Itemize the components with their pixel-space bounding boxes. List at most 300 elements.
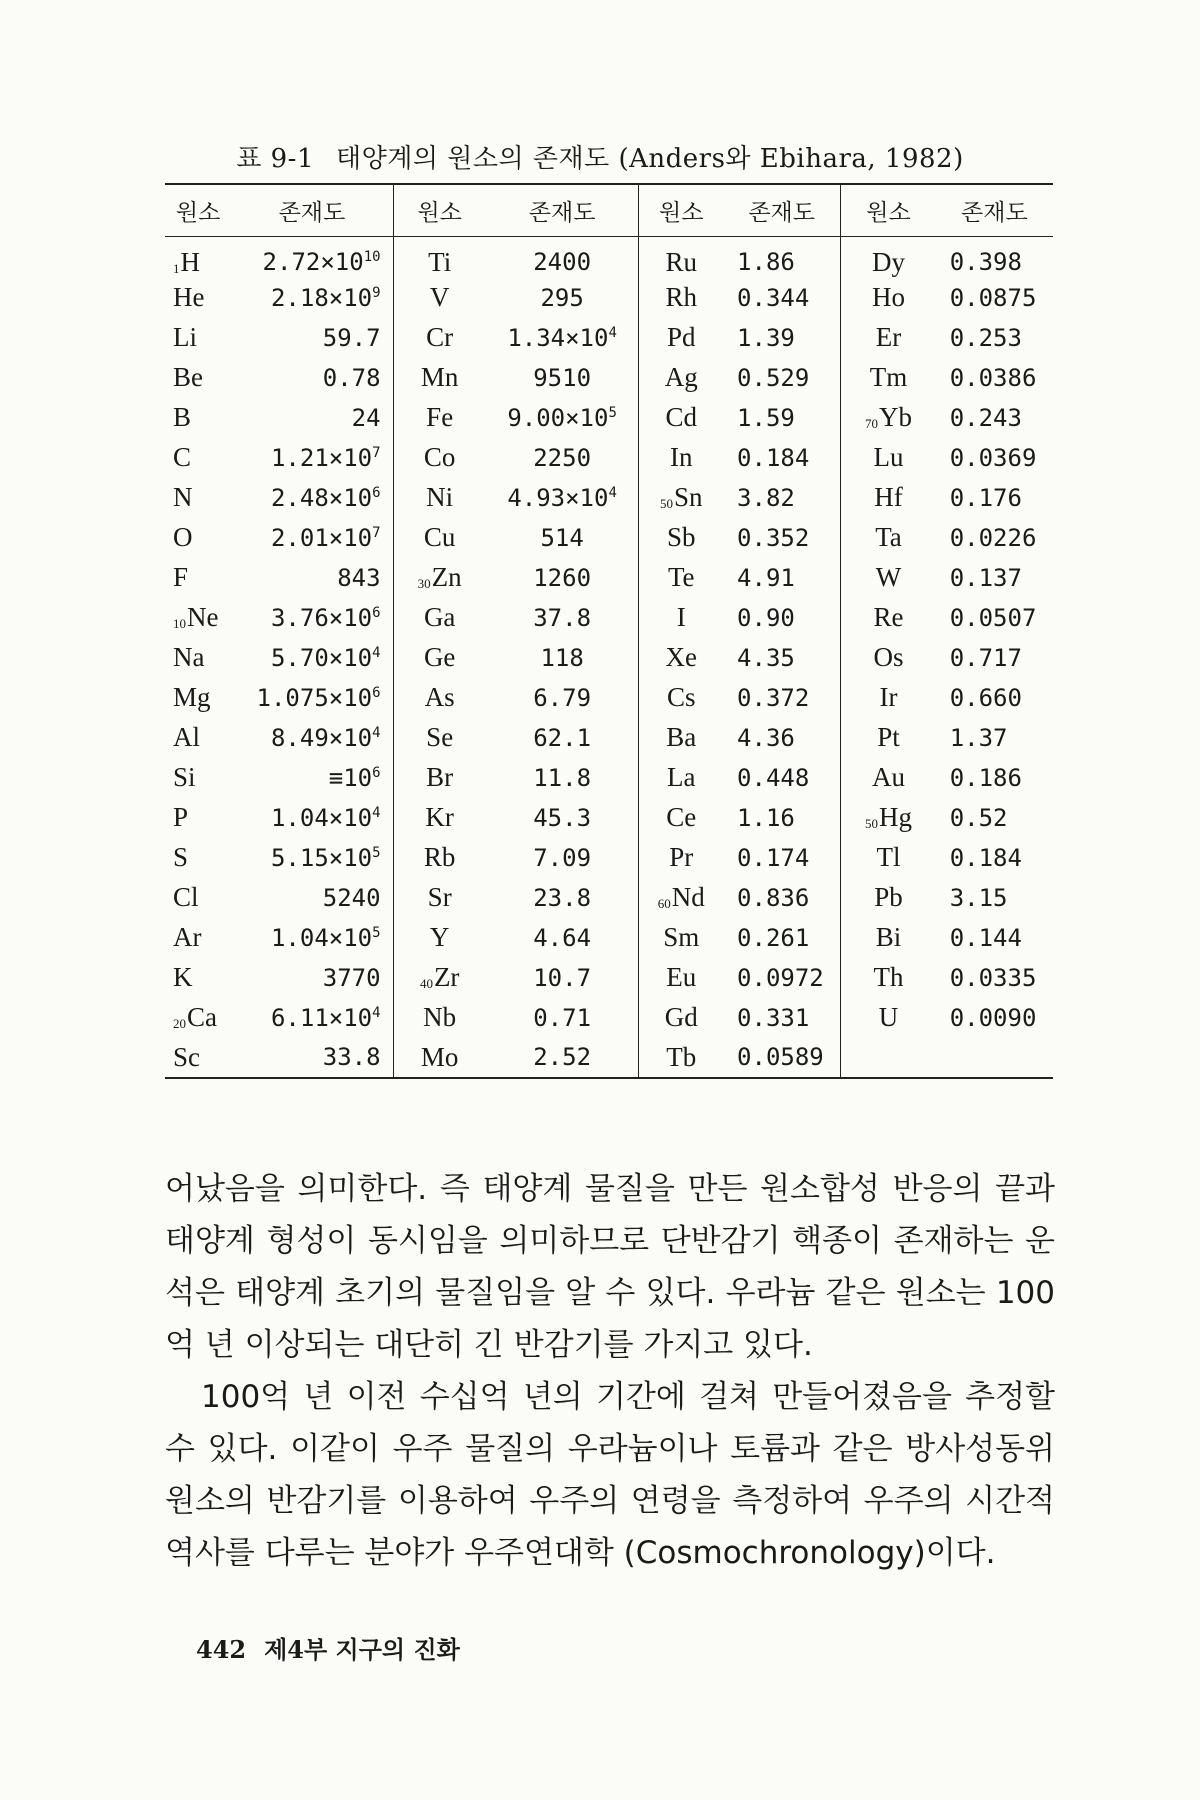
element-symbol-text: K xyxy=(173,962,193,992)
atomic-number: 60 xyxy=(657,896,671,911)
abundance-value xyxy=(723,278,841,318)
abundance-mantissa: 6.11×10 xyxy=(270,1003,373,1032)
element-symbol xyxy=(841,678,936,718)
abundance-mantissa: 33.8 xyxy=(322,1043,381,1071)
element-symbol xyxy=(165,798,231,838)
element-symbol xyxy=(639,918,723,958)
abundance-mantissa: 0.184 xyxy=(737,443,810,472)
element-symbol-text: Na xyxy=(173,642,205,672)
element-symbol-text: O xyxy=(173,522,193,552)
table-number: 표 9-1 xyxy=(236,144,314,174)
element-symbol xyxy=(393,278,486,318)
element-symbol xyxy=(393,398,486,438)
abundance-value xyxy=(486,918,639,958)
abundance-exponent: 4 xyxy=(608,484,617,501)
abundance-value xyxy=(231,678,393,718)
element-symbol xyxy=(841,638,936,678)
element-symbol-text: Tl xyxy=(876,842,901,872)
abundance-value xyxy=(723,598,841,638)
abundance-value xyxy=(231,598,393,638)
abundance-value xyxy=(486,638,639,678)
element-symbol-text: La xyxy=(667,762,696,792)
element-symbol-text: Au xyxy=(872,762,905,792)
element-symbol xyxy=(165,678,231,718)
element-symbol-text: Hf xyxy=(874,482,903,512)
element-symbol xyxy=(393,678,486,718)
element-symbol-text: Cd xyxy=(665,402,697,432)
abundance-value xyxy=(231,798,393,838)
element-symbol xyxy=(841,598,936,638)
element-symbol-text: V xyxy=(429,282,450,312)
abundance-exponent: 4 xyxy=(372,804,381,821)
element-symbol-text: Sr xyxy=(427,882,452,912)
abundance-value xyxy=(936,398,1053,438)
element-symbol-text: Pr xyxy=(669,842,694,872)
abundance-mantissa: 0.0386 xyxy=(949,363,1037,392)
element-symbol xyxy=(639,678,723,718)
abundance-exponent: 5 xyxy=(372,924,381,941)
abundance-mantissa: 4.93×10 xyxy=(507,483,609,512)
element-symbol-text: Ho xyxy=(872,282,905,312)
abundance-mantissa: 11.8 xyxy=(533,763,592,792)
element-symbol-text: Mg xyxy=(173,682,211,712)
element-symbol-text: Ca xyxy=(187,1002,217,1032)
abundance-value xyxy=(936,798,1053,838)
abundance-value xyxy=(486,678,639,718)
element-symbol xyxy=(639,438,723,478)
abundance-value xyxy=(486,838,639,878)
abundance-table xyxy=(165,183,1053,1079)
abundance-mantissa: 0.174 xyxy=(737,843,810,872)
abundance-mantissa: 0.52 xyxy=(949,803,1008,832)
abundance-value xyxy=(936,558,1053,598)
header-element: 원소 xyxy=(659,199,704,226)
abundance-mantissa: 2.01×10 xyxy=(270,523,373,552)
abundance-mantissa: 62.1 xyxy=(533,723,592,752)
abundance-exponent: 9 xyxy=(372,284,381,301)
abundance-mantissa: 0.184 xyxy=(949,843,1022,872)
element-symbol-text: Nd xyxy=(671,882,705,912)
element-symbol-text: Rb xyxy=(423,842,456,872)
abundance-mantissa: 1260 xyxy=(533,563,592,592)
table-row xyxy=(165,558,1053,598)
element-symbol xyxy=(393,838,486,878)
abundance-mantissa: 0.71 xyxy=(533,1003,592,1032)
abundance-value xyxy=(486,478,639,518)
atomic-number: 50 xyxy=(659,496,673,511)
abundance-value xyxy=(486,558,639,598)
table-row xyxy=(165,998,1053,1038)
element-symbol-text: Er xyxy=(875,322,902,352)
abundance-mantissa: 0.352 xyxy=(737,523,810,552)
abundance-mantissa: 37.8 xyxy=(533,603,592,632)
table-row xyxy=(165,678,1053,718)
element-symbol-text: Ir xyxy=(879,682,898,712)
element-symbol xyxy=(639,478,723,518)
atomic-number: 70 xyxy=(865,416,878,431)
abundance-value xyxy=(486,718,639,758)
element-symbol-text: Ga xyxy=(423,602,456,632)
table-row xyxy=(165,598,1053,638)
abundance-mantissa: 0.0507 xyxy=(949,603,1037,632)
element-symbol xyxy=(639,1038,723,1078)
abundance-value xyxy=(936,518,1053,558)
element-symbol xyxy=(393,638,486,678)
abundance-mantissa: 1.59 xyxy=(737,403,795,432)
element-symbol xyxy=(639,798,723,838)
element-symbol xyxy=(393,318,486,358)
abundance-exponent: 7 xyxy=(372,524,381,541)
abundance-mantissa: 0.176 xyxy=(949,483,1022,512)
abundance-mantissa: 0.243 xyxy=(949,403,1022,432)
element-symbol-text: Sn xyxy=(673,482,703,512)
table-row xyxy=(165,918,1053,958)
element-symbol xyxy=(165,278,231,318)
table-row xyxy=(165,358,1053,398)
element-symbol xyxy=(393,878,486,918)
abundance-mantissa: 843 xyxy=(337,563,381,592)
element-symbol-text: Gd xyxy=(664,1002,698,1032)
element-symbol xyxy=(393,236,486,278)
table-row xyxy=(165,798,1053,838)
abundance-value xyxy=(723,1038,841,1078)
abundance-mantissa: 23.8 xyxy=(533,883,592,912)
abundance-mantissa: 0.0226 xyxy=(949,523,1037,552)
abundance-exponent: 6 xyxy=(372,484,381,501)
element-symbol-text: Ge xyxy=(423,642,456,672)
element-symbol-text: N xyxy=(173,482,193,512)
element-symbol xyxy=(841,558,936,598)
abundance-exponent: 7 xyxy=(372,444,381,461)
abundance-mantissa: 2400 xyxy=(533,248,592,276)
element-symbol xyxy=(165,558,231,598)
element-symbol xyxy=(841,278,936,318)
abundance-value xyxy=(231,278,393,318)
abundance-mantissa: 0.0875 xyxy=(949,283,1037,312)
abundance-value xyxy=(723,558,841,598)
abundance-value xyxy=(723,638,841,678)
element-symbol-text: Yb xyxy=(879,402,912,432)
abundance-mantissa: 4.91 xyxy=(737,563,795,592)
header-element: 원소 xyxy=(866,199,911,226)
abundance-value xyxy=(936,958,1053,998)
abundance-value xyxy=(936,998,1053,1038)
abundance-mantissa: 2.48×10 xyxy=(270,483,373,512)
element-symbol xyxy=(165,438,231,478)
abundance-value xyxy=(936,878,1053,918)
abundance-value xyxy=(231,998,393,1038)
element-symbol xyxy=(165,998,231,1038)
abundance-value xyxy=(486,358,639,398)
abundance-value xyxy=(231,518,393,558)
element-symbol-text: Be xyxy=(173,362,203,392)
element-symbol xyxy=(165,598,231,638)
element-symbol xyxy=(393,958,486,998)
element-symbol-text: Mo xyxy=(420,1041,459,1072)
element-symbol xyxy=(165,838,231,878)
abundance-mantissa: 45.3 xyxy=(533,803,592,832)
element-symbol xyxy=(639,358,723,398)
element-symbol xyxy=(639,278,723,318)
abundance-value xyxy=(486,998,639,1038)
element-symbol-text: Ni xyxy=(426,482,454,512)
abundance-exponent: 4 xyxy=(372,1004,381,1021)
atomic-number: 10 xyxy=(173,616,186,631)
element-symbol xyxy=(841,798,936,838)
abundance-mantissa: 0.398 xyxy=(949,248,1022,276)
element-symbol-text: Sb xyxy=(666,522,696,552)
abundance-mantissa: 24 xyxy=(351,403,381,432)
abundance-value xyxy=(486,278,639,318)
element-symbol-text: Sm xyxy=(663,922,700,952)
abundance-exponent: 5 xyxy=(608,404,617,421)
element-symbol xyxy=(639,638,723,678)
element-symbol-text: Te xyxy=(667,562,695,592)
element-symbol xyxy=(165,358,231,398)
abundance-value xyxy=(936,478,1053,518)
element-symbol xyxy=(639,958,723,998)
table-row xyxy=(165,278,1053,318)
abundance-exponent: 6 xyxy=(372,604,381,621)
table-row xyxy=(165,638,1053,678)
element-symbol-text: Sc xyxy=(173,1041,200,1072)
table-row xyxy=(165,878,1053,918)
element-symbol-text: I xyxy=(676,602,686,632)
element-symbol-text: H xyxy=(180,246,200,277)
abundance-mantissa: 59.7 xyxy=(322,323,381,352)
element-symbol xyxy=(165,758,231,798)
abundance-mantissa: 9.00×10 xyxy=(507,403,609,432)
abundance-value xyxy=(936,598,1053,638)
element-symbol-text: Kr xyxy=(425,802,454,832)
abundance-mantissa: 5240 xyxy=(322,883,381,912)
abundance-value xyxy=(486,1038,639,1078)
element-symbol xyxy=(165,918,231,958)
element-symbol xyxy=(841,318,936,358)
header-abundance: 존재도 xyxy=(231,184,393,236)
element-symbol-text: Y xyxy=(429,922,450,952)
abundance-value xyxy=(936,1038,1053,1078)
abundance-mantissa: 10.7 xyxy=(533,963,592,992)
abundance-exponent: 6 xyxy=(372,684,381,701)
abundance-mantissa: 0.448 xyxy=(737,763,810,792)
abundance-value xyxy=(723,398,841,438)
abundance-value xyxy=(486,878,639,918)
header-abundance: 존재도 xyxy=(961,199,1028,226)
element-symbol xyxy=(393,1038,486,1078)
element-symbol-text: Tm xyxy=(869,362,908,392)
abundance-mantissa: 1.39 xyxy=(737,323,795,352)
element-symbol-text: Rh xyxy=(665,282,697,312)
abundance-mantissa: 0.331 xyxy=(737,1003,810,1032)
element-symbol xyxy=(841,518,936,558)
abundance-value xyxy=(231,958,393,998)
element-symbol-text: Xe xyxy=(665,642,697,672)
element-symbol-text: W xyxy=(875,562,902,592)
abundance-value xyxy=(723,718,841,758)
element-symbol-text: Dy xyxy=(872,246,905,277)
element-symbol-text: Hg xyxy=(879,802,912,832)
element-symbol-text: Bi xyxy=(875,922,902,952)
abundance-value xyxy=(723,236,841,278)
table-row xyxy=(165,518,1053,558)
abundance-mantissa: 6.79 xyxy=(533,683,592,712)
abundance-exponent: 4 xyxy=(608,324,617,341)
element-symbol-text: Li xyxy=(173,322,197,352)
abundance-value xyxy=(936,318,1053,358)
abundance-value xyxy=(486,438,639,478)
element-symbol-text: Os xyxy=(873,642,904,672)
element-symbol-text: Th xyxy=(873,962,904,992)
abundance-mantissa: 0.836 xyxy=(737,883,810,912)
element-symbol xyxy=(639,758,723,798)
abundance-value xyxy=(486,798,639,838)
abundance-value xyxy=(231,718,393,758)
element-symbol-text: B xyxy=(173,402,192,432)
atomic-number: 30 xyxy=(417,576,431,591)
abundance-value xyxy=(936,358,1053,398)
abundance-value xyxy=(936,236,1053,278)
abundance-mantissa: 0.78 xyxy=(322,363,381,392)
element-symbol-text: C xyxy=(173,442,192,472)
element-symbol-text: Al xyxy=(173,722,200,752)
table-title: 태양계의 원소의 존재도 (Anders와 Ebihara, 1982) xyxy=(335,144,964,174)
element-symbol xyxy=(393,478,486,518)
abundance-mantissa: 0.717 xyxy=(949,643,1022,672)
abundance-value xyxy=(486,518,639,558)
element-symbol xyxy=(639,558,723,598)
element-symbol xyxy=(841,398,936,438)
abundance-exponent: 4 xyxy=(372,644,381,661)
header-element: 원소 xyxy=(175,199,221,226)
section-title: 제4부 지구의 진화 xyxy=(264,1635,460,1664)
element-symbol xyxy=(639,998,723,1038)
element-symbol xyxy=(165,638,231,678)
abundance-exponent: 5 xyxy=(372,844,381,861)
abundance-value xyxy=(231,358,393,398)
element-symbol xyxy=(165,718,231,758)
element-symbol-text: Ce xyxy=(666,802,697,832)
abundance-value xyxy=(231,838,393,878)
abundance-mantissa: 0.660 xyxy=(949,683,1022,712)
abundance-value xyxy=(936,638,1053,678)
element-symbol-text: Se xyxy=(426,722,454,752)
element-symbol xyxy=(841,438,936,478)
abundance-exponent: 10 xyxy=(363,249,381,265)
element-symbol-text: U xyxy=(878,1002,899,1032)
element-symbol-text: Lu xyxy=(873,442,904,472)
element-symbol-text: As xyxy=(424,682,455,712)
element-symbol xyxy=(639,598,723,638)
abundance-mantissa: 2.18×10 xyxy=(270,283,373,312)
table-header-row xyxy=(165,184,1053,236)
abundance-value xyxy=(486,318,639,358)
abundance-value xyxy=(723,798,841,838)
element-symbol-text: Nb xyxy=(423,1002,457,1032)
abundance-value xyxy=(486,758,639,798)
atomic-number: 20 xyxy=(173,1016,186,1031)
element-symbol-text: Eu xyxy=(666,962,697,992)
header-element: 원소 xyxy=(417,199,462,226)
abundance-exponent: 6 xyxy=(372,764,381,781)
element-symbol-text: Pd xyxy=(666,322,696,352)
element-symbol xyxy=(841,358,936,398)
element-symbol xyxy=(841,1038,936,1078)
abundance-mantissa: 2250 xyxy=(533,443,592,472)
abundance-mantissa: 2.72×10 xyxy=(262,248,364,276)
abundance-mantissa: 1.04×10 xyxy=(270,803,373,832)
abundance-value xyxy=(486,398,639,438)
body-paragraph-2: 100억 년 이전 수십억 년의 기간에 걸쳐 만들어졌음을 추정할 수 있다. 이같이 우주 물질의 우라늄이나 토륨과 같은 방사성동위원소의 반감기를 이용하여 우주의 연령을 측정하여 우주의 시간적 역사를 다루는 분야가 우주연대학 (Cosmochronology)이다. xyxy=(165,1379,1055,1571)
element-symbol xyxy=(393,758,486,798)
element-symbol-text: Ru xyxy=(665,246,697,277)
abundance-value xyxy=(231,758,393,798)
table-caption xyxy=(0,138,1200,175)
element-symbol xyxy=(639,398,723,438)
abundance-mantissa: 3.76×10 xyxy=(270,603,373,632)
element-symbol-text: Re xyxy=(873,602,904,632)
abundance-mantissa: 0.372 xyxy=(737,683,810,712)
element-symbol-text: F xyxy=(173,562,189,592)
element-symbol-text: In xyxy=(669,442,693,472)
abundance-value xyxy=(936,758,1053,798)
element-symbol xyxy=(393,998,486,1038)
table-row xyxy=(165,438,1053,478)
abundance-value xyxy=(231,918,393,958)
element-symbol xyxy=(639,518,723,558)
element-symbol xyxy=(639,318,723,358)
abundance-value xyxy=(936,438,1053,478)
table-row xyxy=(165,838,1053,878)
abundance-mantissa: 4.35 xyxy=(737,643,795,672)
abundance-value xyxy=(723,678,841,718)
page-footer xyxy=(196,1630,478,1665)
abundance-mantissa: 295 xyxy=(540,283,584,312)
element-symbol xyxy=(841,758,936,798)
abundance-mantissa: 7.09 xyxy=(533,843,592,872)
element-symbol xyxy=(841,918,936,958)
element-symbol xyxy=(841,878,936,918)
abundance-value xyxy=(723,438,841,478)
element-symbol xyxy=(393,718,486,758)
abundance-value xyxy=(231,318,393,358)
abundance-value xyxy=(231,438,393,478)
table-row xyxy=(165,958,1053,998)
abundance-value xyxy=(723,758,841,798)
abundance-value xyxy=(723,318,841,358)
element-symbol-text: Mn xyxy=(420,362,459,392)
element-symbol-text: Fe xyxy=(426,402,454,432)
element-symbol-text: Cu xyxy=(423,522,456,552)
abundance-mantissa: 1.21×10 xyxy=(270,443,373,472)
element-symbol xyxy=(165,398,231,438)
abundance-value xyxy=(936,718,1053,758)
atomic-number: 1 xyxy=(173,260,180,276)
abundance-mantissa: 5.70×10 xyxy=(270,643,373,672)
abundance-mantissa: 0.529 xyxy=(737,363,810,392)
abundance-mantissa: 5.15×10 xyxy=(270,843,373,872)
abundance-value xyxy=(723,878,841,918)
element-symbol xyxy=(639,878,723,918)
abundance-value xyxy=(723,838,841,878)
abundance-mantissa: 4.36 xyxy=(737,723,795,752)
element-symbol-text: Tb xyxy=(666,1041,697,1072)
abundance-mantissa: ≡10 xyxy=(328,763,373,792)
abundance-mantissa: 0.186 xyxy=(949,763,1022,792)
page-number: 442 xyxy=(196,1635,247,1664)
abundance-mantissa: 3770 xyxy=(322,963,381,992)
abundance-mantissa: 1.075×10 xyxy=(256,683,373,712)
